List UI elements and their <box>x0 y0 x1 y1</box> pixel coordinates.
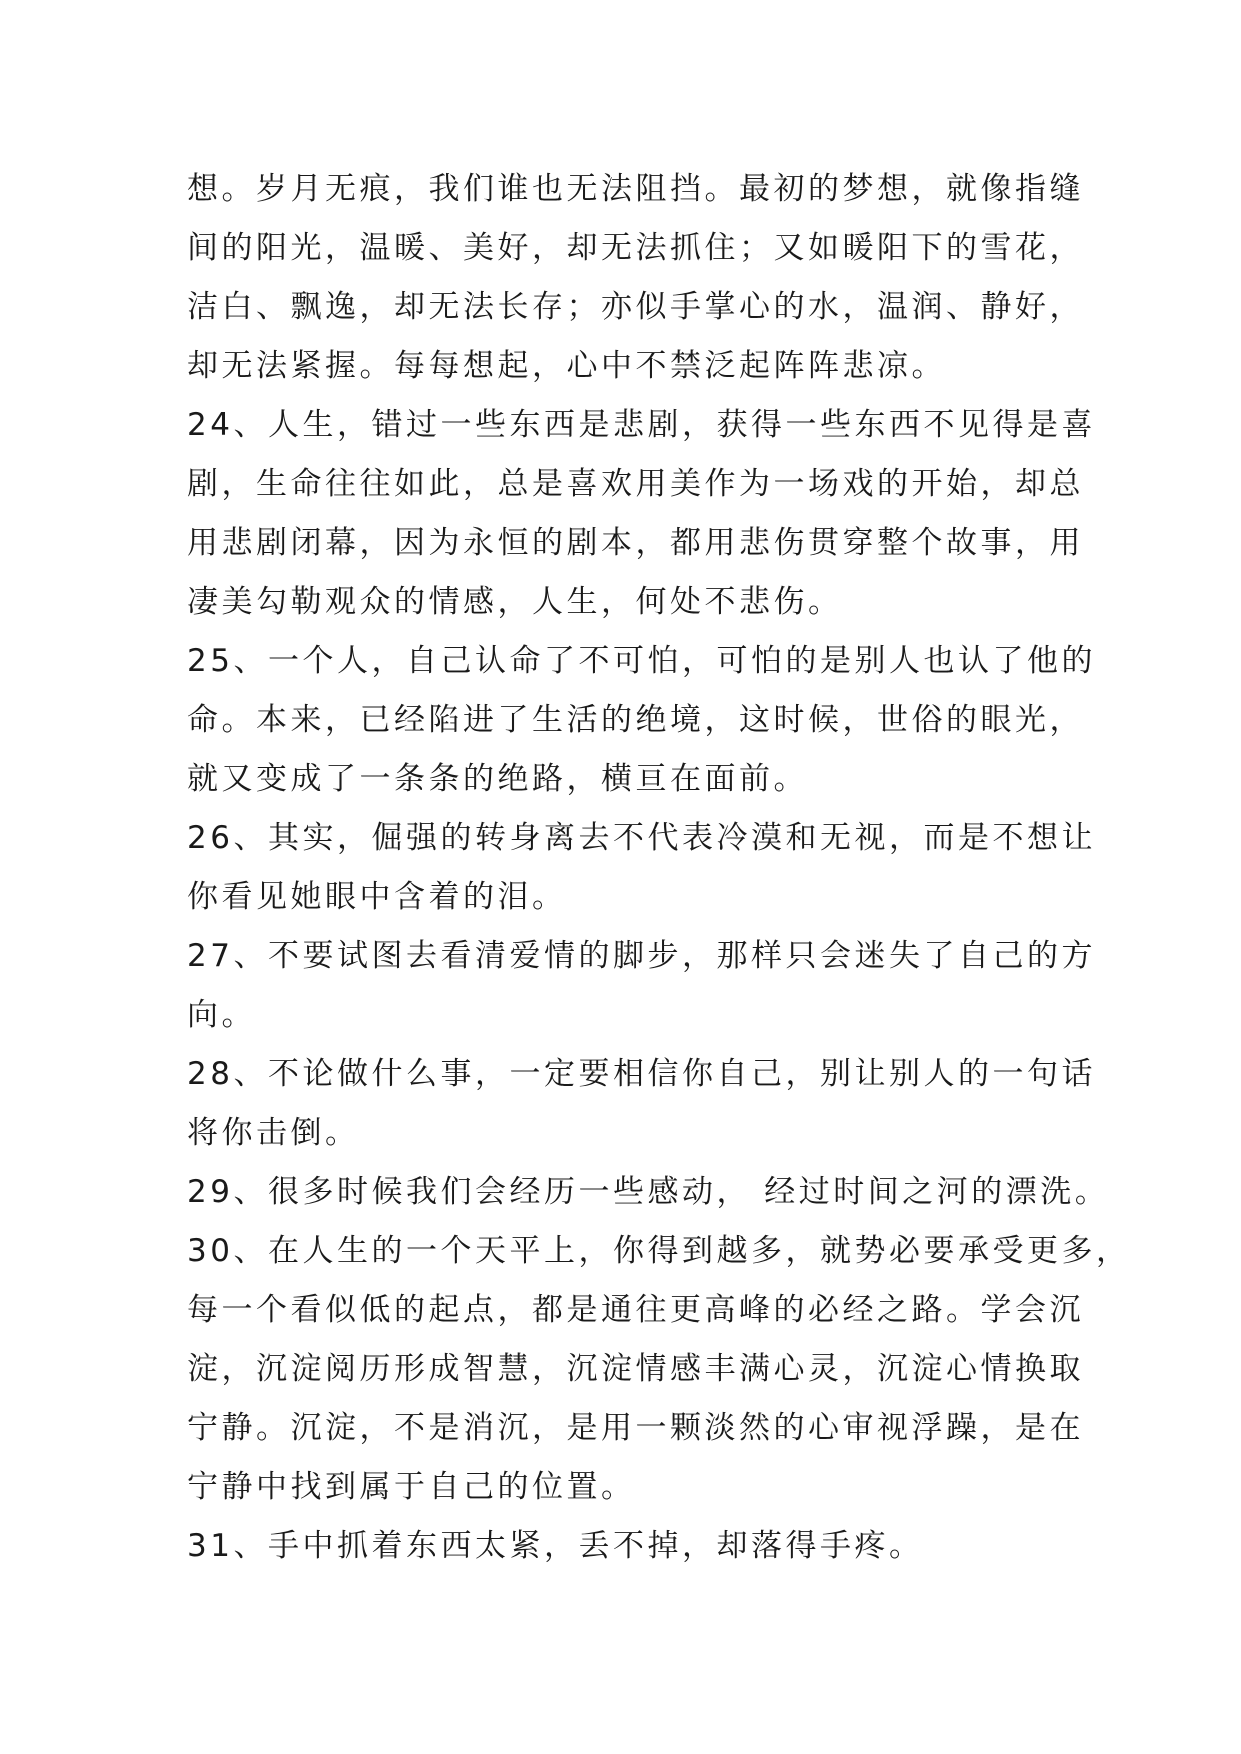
text-line: 凄美勾勒观众的情感，人生，何处不悲伤。 <box>187 584 843 620</box>
text-line: 29、很多时候我们会经历一些感动， 经过时间之河的漂洗。 <box>187 1174 1110 1210</box>
text-line: 用悲剧闭幕，因为永恒的剧本，都用悲伤贯穿整个故事，用 <box>187 525 1084 561</box>
text-line: 每一个看似低的起点，都是通往更高峰的必经之路。学会沉 <box>187 1292 1084 1328</box>
paragraph-30 <box>187 1222 1131 1517</box>
text-line: 你看见她眼中含着的泪。 <box>187 879 567 915</box>
text-line: 24、人生，错过一些东西是悲剧，获得一些东西不见得是喜 <box>187 407 1096 443</box>
text-line: 就又变成了一条条的绝路，横亘在面前。 <box>187 761 808 797</box>
text-line: 27、不要试图去看清爱情的脚步，那样只会迷失了自己的方 <box>187 938 1096 974</box>
text-line: 想。岁月无痕，我们谁也无法阻挡。最初的梦想，就像指缝 <box>187 171 1084 207</box>
text-line: 淀，沉淀阅历形成智慧，沉淀情感丰满心灵，沉淀心情换取 <box>187 1351 1084 1387</box>
text-line: 30、在人生的一个天平上，你得到越多，就势必要承受更多， <box>187 1233 1131 1269</box>
paragraph-26 <box>187 809 1096 927</box>
text-line: 宁静中找到属于自己的位置。 <box>187 1469 636 1505</box>
text-line: 宁静。沉淀，不是消沉，是用一颗淡然的心审视浮躁，是在 <box>187 1410 1084 1446</box>
text-line: 却无法紧握。每每想起，心中不禁泛起阵阵悲凉。 <box>187 348 946 384</box>
text-line: 间的阳光，温暖、美好，却无法抓住；又如暖阳下的雪花， <box>187 230 1084 266</box>
text-line: 26、其实，倔强的转身离去不代表冷漠和无视，而是不想让 <box>187 820 1096 856</box>
paragraph-29 <box>187 1163 1110 1222</box>
paragraph-23-continued <box>187 160 1084 396</box>
paragraph-27 <box>187 927 1096 1045</box>
paragraph-25 <box>187 632 1096 809</box>
text-line: 剧，生命往往如此，总是喜欢用美作为一场戏的开始，却总 <box>187 466 1084 502</box>
text-line: 向。 <box>187 997 256 1033</box>
text-line: 命。本来，已经陷进了生活的绝境，这时候，世俗的眼光， <box>187 702 1084 738</box>
text-line: 将你击倒。 <box>187 1115 360 1151</box>
text-line: 28、不论做什么事，一定要相信你自己，别让别人的一句话 <box>187 1056 1096 1092</box>
paragraph-24 <box>187 396 1096 632</box>
text-line: 31、手中抓着东西太紧，丢不掉，却落得手疼。 <box>187 1528 924 1564</box>
text-line: 25、一个人，自己认命了不可怕，可怕的是别人也认了他的 <box>187 643 1096 679</box>
paragraph-31 <box>187 1517 1067 1576</box>
text-line: 洁白、飘逸，却无法长存；亦似手掌心的水，温润、静好， <box>187 289 1084 325</box>
document-body <box>187 160 1131 1576</box>
paragraph-28 <box>187 1045 1096 1163</box>
